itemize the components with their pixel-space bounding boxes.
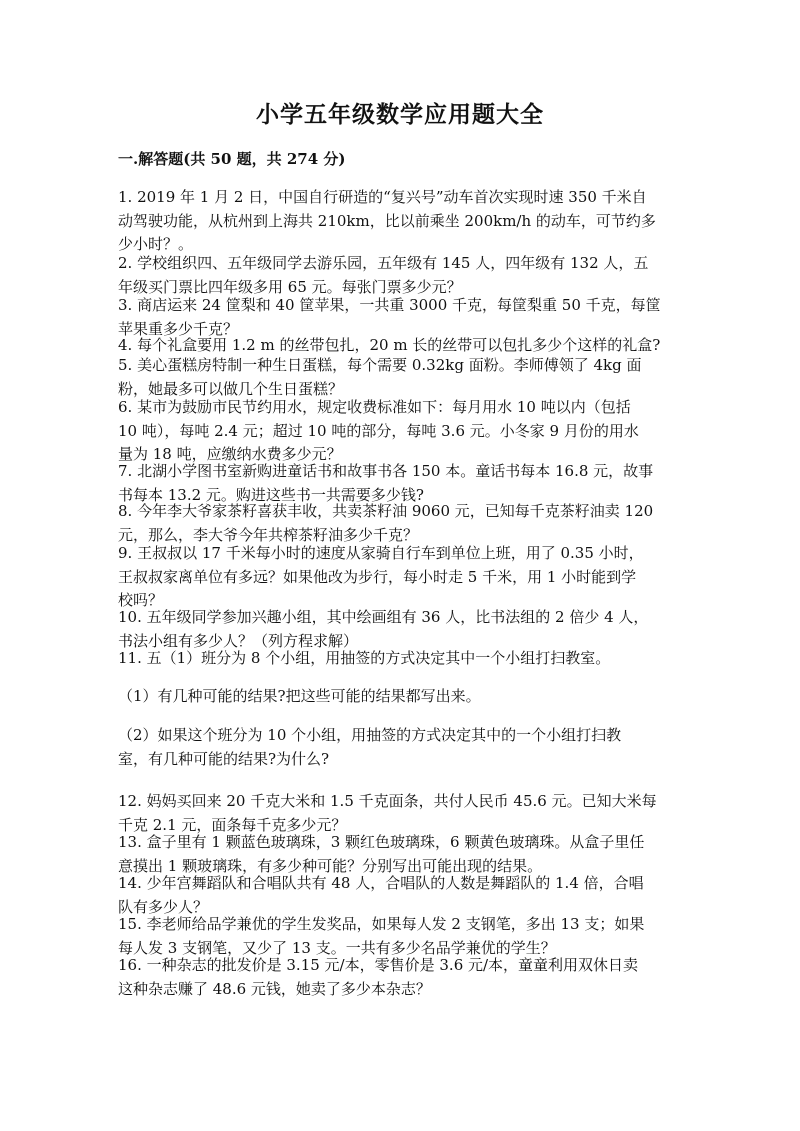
question-line: 8. 今年李大爷家茶籽喜获丰收，共卖茶籽油 9060 元，已知每千克茶籽油卖 120 [118,502,654,520]
question-2 [118,252,698,299]
question-6 [118,396,698,467]
question-9 [118,542,698,613]
question-11-part-1 [118,685,698,709]
question-line: 动驾驶功能，从杭州到上海共 210km，比以前乘坐 200km/h 的动车，可节约多 [118,211,656,230]
question-line: 9. 王叔叔以 17 千米每小时的速度从家骑自行车到单位上班，用了 0.35 小时， [118,544,644,562]
question-line: 校吗？ [118,591,164,609]
page-title: 小学五年级数学应用题大全 [256,101,544,128]
question-line: 10 吨），每吨 2.4 元；超过 10 吨的部分，每吨 3.6 元。小冬家 9 月份的用水 [118,421,639,440]
question-line: 量为 18 吨，应缴纳水费多少元？ [118,445,342,463]
question-line: 王叔叔家离单位有多远？如果他改为步行，每小时走 5 千米，用 1 小时能到学 [118,567,637,586]
question-line: 元，那么，李大爷今年共榨茶籽油多少千克？ [118,525,419,544]
question-line: 2. 学校组织四、五年级同学去游乐园，五年级有 145 人，四年级有 132 人，五 [118,254,649,272]
question-1 [118,186,698,257]
question-line: 千克 2.1 元，面条每千克多少元？ [118,815,347,834]
question-10 [118,606,698,653]
question-line: 12. 妈妈买回来 20 千克大米和 1.5 千克面条，共付人民币 45.6 元。已知大米每 [118,792,657,810]
question-line: 10. 五年级同学参加兴趣小组，其中绘画组有 36 人，比书法组的 2 倍少 4 人， [118,608,649,626]
question-11-part-2 [118,724,698,771]
question-16 [118,954,698,1001]
question-line: 16. 一种杂志的批发价是 3.15 元/本，零售价是 3.6 元/本，童童利用双休日卖 [118,956,639,974]
question-line: 3. 商店运来 24 筐梨和 40 筐苹果，一共重 3000 千克，每筐梨重 50 千克，每筐 [118,296,661,314]
question-line: 4. 每个礼盒要用 1.2 m 的丝带包扎，20 m 长的丝带可以包扎多少个这样的礼盒? [118,336,661,354]
question-line: 苹果重多少千克？ [118,319,239,338]
section-heading: 一.解答题(共 50 题，共 274 分) [118,150,346,168]
question-line: 11. 五（1）班分为 8 个小组，用抽签的方式决定其中一个小组打扫教室。 [118,649,611,667]
question-line: 意摸出 1 颗玻璃珠，有多少种可能？分别写出可能出现的结果。 [118,856,543,875]
question-line: 少小时？。 [118,235,194,253]
question-line: 1. 2019 年 1 月 2 日，中国自行研造的“复兴号”动车首次实现时速 350 千米自 [118,188,647,206]
question-14 [118,872,698,919]
question-line: 室，有几种可能的结果?为什么? [118,749,330,768]
question-line: 13. 盒子里有 1 颗蓝色玻璃珠，3 颗红色玻璃珠，6 颗黄色玻璃珠。从盒子里任 [118,833,645,851]
question-line: 14. 少年宫舞蹈队和合唱队共有 48 人，合唱队的人数是舞蹈队的 1.4 倍，合唱 [118,874,644,892]
question-line: （2）如果这个班分为 10 个小组，用抽签的方式决定其中的一个小组打扫教 [118,726,622,744]
question-13 [118,831,698,878]
question-line: 6. 某市为鼓励市民节约用水，规定收费标准如下：每月用水 10 吨以内（包括 [118,398,631,416]
question-line: 队有多少人？ [118,897,209,916]
question-line: 年级买门票比四年级多用 65 元。每张门票多少元？ [118,277,462,296]
question-12 [118,790,698,837]
question-8 [118,500,698,547]
question-line: 书法小组有多少人？（列方程求解） [118,631,359,650]
question-5 [118,354,698,401]
question-line: 每人发 3 支钢笔，又少了 13 支。一共有多少名品学兼优的学生？ [118,938,556,957]
question-line: （1）有几种可能的结果?把这些可能的结果都写出来。 [118,687,481,705]
question-line: 7. 北湖小学图书室新购进童话书和故事书各 150 本。童话书每本 16.8 元，故事 [118,462,654,480]
question-15 [118,913,698,960]
question-11 [118,647,698,671]
question-line: 5. 美心蛋糕房特制一种生日蛋糕，每个需要 0.32kg 面粉。李师傅领了 4kg 面 [118,356,642,374]
question-line: 粉，她最多可以做几个生日蛋糕？ [118,379,344,398]
question-line: 15. 李老师给品学兼优的学生发奖品，如果每人发 2 支钢笔，多出 13 支；如果 [118,915,645,933]
question-line: 这种杂志赚了 48.6 元钱，她卖了多少本杂志？ [118,979,431,998]
question-line: 书每本 13.2 元。购进这些书一共需要多少钱? [118,485,424,504]
